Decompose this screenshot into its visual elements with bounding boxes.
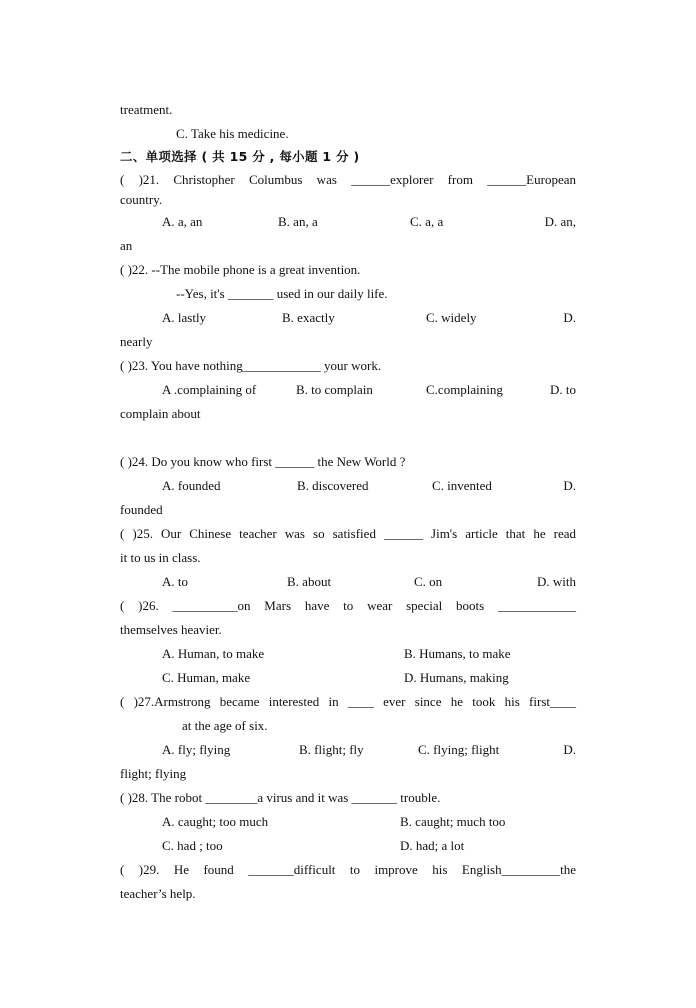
q26-option-b: B. Humans, to make xyxy=(404,646,511,661)
q21-option-c: C. a, a xyxy=(410,214,444,229)
q23-option-a: A .complaining of xyxy=(162,382,257,397)
q29-stem: ( )29. He found _______difficult to improve his English_________the xyxy=(120,862,576,877)
q28-option-a: A. caught; too much xyxy=(162,814,269,829)
q21-option-d: D. an, xyxy=(544,214,576,229)
q23-option-d: D. to xyxy=(550,382,576,397)
q22-stem: ( )22. --The mobile phone is a great invention. xyxy=(120,262,361,277)
q26-stem-cont: themselves heavier. xyxy=(120,622,222,637)
q24-option-d: D. xyxy=(563,478,576,493)
q25-option-d: D. with xyxy=(537,574,576,589)
q28-options-row1 xyxy=(120,812,576,832)
q21-option-a: A. a, an xyxy=(162,214,203,229)
q25-options xyxy=(120,572,576,592)
q22-option-cont: nearly xyxy=(120,334,153,349)
q21-option-cont: an xyxy=(120,238,133,253)
q28-options-row2 xyxy=(120,836,576,856)
q22-option-d: D. xyxy=(563,310,576,325)
q23-stem: ( )23. You have nothing____________ your work. xyxy=(120,358,382,373)
q24-options xyxy=(120,476,576,496)
q22-option-c: C. widely xyxy=(426,310,477,325)
q23-options xyxy=(120,380,576,400)
q23-option-c: C.complaining xyxy=(426,382,503,397)
q25-option-b: B. about xyxy=(287,574,332,589)
q27-option-b: B. flight; fly xyxy=(299,742,364,757)
q22-option-a: A. lastly xyxy=(162,310,207,325)
q27-options xyxy=(120,740,576,760)
q26-option-a: A. Human, to make xyxy=(162,646,265,661)
q22-option-b: B. exactly xyxy=(282,310,335,325)
q24-stem: ( )24. Do you know who first ______ the New World ? xyxy=(120,454,406,469)
q28-option-b: B. caught; much too xyxy=(400,814,506,829)
q26-options-row2 xyxy=(120,668,576,688)
q27-option-d: D. xyxy=(563,742,576,757)
q27-option-c: C. flying; flight xyxy=(418,742,500,757)
q22-options xyxy=(120,308,576,328)
prev-option-c: C. Take his medicine. xyxy=(176,126,289,141)
q28-option-d: D. had; a lot xyxy=(400,838,465,853)
q27-stem-cont: at the age of six. xyxy=(182,718,268,733)
q24-option-b: B. discovered xyxy=(297,478,369,493)
q21-stem-cont: country. xyxy=(120,192,163,207)
q21-stem: ( )21. Christopher Columbus was ______explorer from ______European xyxy=(120,172,576,187)
q22-stem-cont: --Yes, it's _______ used in our daily life. xyxy=(176,286,388,301)
q21-options xyxy=(120,212,576,232)
prev-question-tail: treatment. xyxy=(120,102,173,117)
q25-option-c: C. on xyxy=(414,574,443,589)
q26-options-row1 xyxy=(120,644,576,664)
q27-option-a: A. fly; flying xyxy=(162,742,231,757)
q26-stem: ( )26. __________on Mars have to wear special boots ____________ xyxy=(120,598,576,613)
q26-option-c: C. Human, make xyxy=(162,670,251,685)
q25-stem: ( )25. Our Chinese teacher was so satisfied ______ Jim's article that he read xyxy=(120,526,576,541)
q24-option-cont: founded xyxy=(120,502,163,517)
q25-stem-cont: it to us in class. xyxy=(120,550,201,565)
q23-option-b: B. to complain xyxy=(296,382,373,397)
q21-option-b: B. an, a xyxy=(278,214,318,229)
q27-stem: ( )27.Armstrong became interested in ____ ever since he took his first____ xyxy=(120,694,576,709)
q25-option-a: A. to xyxy=(162,574,188,589)
q28-stem: ( )28. The robot ________a virus and it was _______ trouble. xyxy=(120,790,441,805)
q23-option-cont: complain about xyxy=(120,406,201,421)
q24-option-a: A. founded xyxy=(162,478,221,493)
section-title: 二、单项选择 ( 共 15 分 , 每小题 1 分 ) xyxy=(120,149,360,164)
q27-option-cont: flight; flying xyxy=(120,766,187,781)
q28-option-c: C. had ; too xyxy=(162,838,223,853)
q24-option-c: C. invented xyxy=(432,478,492,493)
q29-stem-cont: teacher’s help. xyxy=(120,886,196,901)
q26-option-d: D. Humans, making xyxy=(404,670,509,685)
